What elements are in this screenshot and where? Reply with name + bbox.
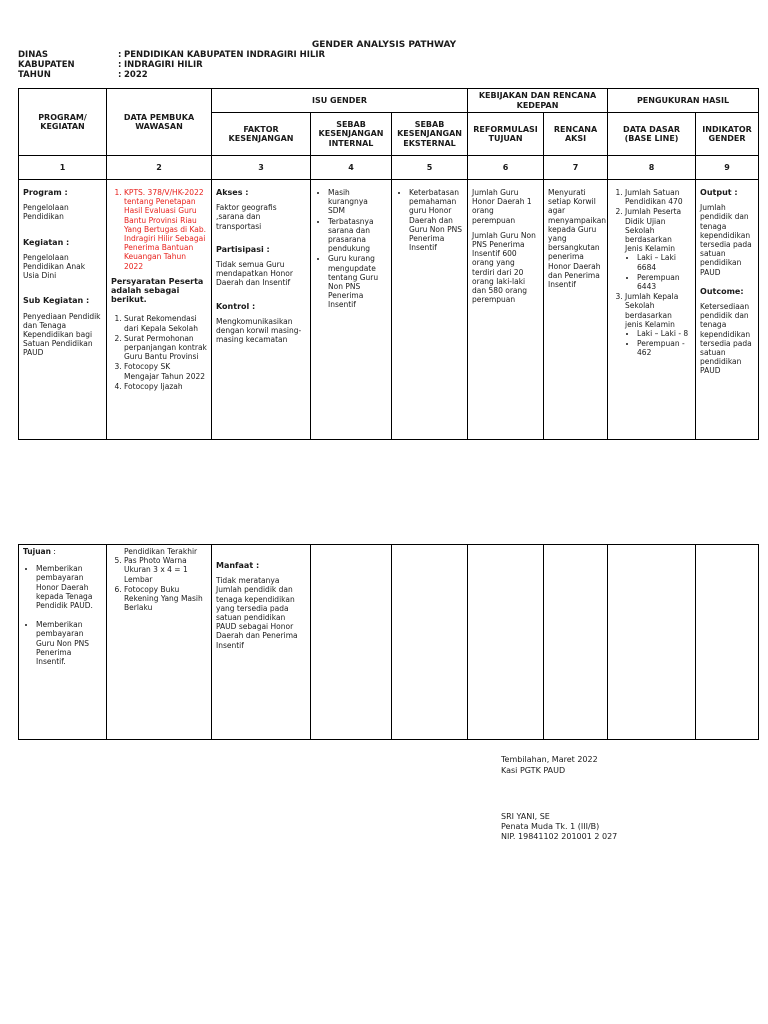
baseline-subitem: • Laki – Laki - 8 (637, 329, 691, 338)
document-title: GENDER ANALYSIS PATHWAY (311, 40, 457, 50)
tujuan-item: • Memberikan pembayaran Guru Non PNS Penerima Insentif. (36, 620, 102, 666)
tujuan-separator: : (50, 547, 56, 556)
header-indikator: INDIKATOR GENDER (696, 113, 759, 156)
column-number: 7 (544, 156, 608, 180)
program-value: Pengelolaan Pendidikan (23, 203, 69, 222)
internal-item: • Masih kurangnya SDM (328, 188, 387, 216)
meta-label: KABUPATEN (18, 60, 75, 70)
meta-separator: : (118, 70, 122, 80)
partisipasi-label: Partisipasi : (216, 244, 270, 254)
regulation-list (111, 188, 207, 271)
header-sebab-eksternal: SEBAB KESENJANGAN EKSTERNAL (392, 113, 468, 156)
meta-row-dinas (18, 50, 325, 60)
tujuan-item: • Memberikan pembayaran Honor Daerah kepada Tenaga Pendidik PAUD. (36, 564, 102, 610)
meta-row-tahun (18, 70, 325, 80)
requirement-item: 4. Fotocopy Ijazah (124, 382, 207, 391)
column-number: 4 (311, 156, 392, 180)
outcome-value: Ketersediaan pendidik dan tenaga kependidikan tersedia pada satuan pendidikan PAUD (700, 302, 752, 376)
akses-label: Akses : (216, 188, 249, 197)
meta-value: 2022 (124, 70, 148, 80)
akses-value: Faktor geografis ,sarana dan transportasi (216, 203, 277, 231)
baseline-item-text: Jumlah Satuan Pendidikan 470 (625, 188, 683, 207)
header-isu-gender: ISU GENDER (212, 89, 468, 113)
header-pengukuran: PENGUKURAN HASIL (608, 89, 759, 113)
tujuan-heading (23, 547, 102, 556)
meta-label: TAHUN (18, 70, 51, 80)
program-label: Program : (23, 188, 68, 197)
column-number: 5 (392, 156, 468, 180)
gap-table-page2 (18, 544, 759, 740)
signature-name: SRI YANI, SE (501, 812, 550, 821)
signature-rank: Penata Muda Tk. 1 (III/B) (501, 822, 600, 831)
manfaat-label: Manfaat : (216, 561, 260, 570)
cell-tujuan (19, 545, 107, 740)
cell-manfaat (212, 545, 311, 740)
external-list (396, 188, 463, 252)
reformulasi-p2: Jumlah Guru Non PNS Penerima Insentif 600 orang yang terdiri dari 20 orang laki-laki dan 580 orang perempuan (472, 230, 536, 305)
meta-separator: : (118, 50, 122, 60)
signature-position: Kasi PGTK PAUD (501, 766, 566, 775)
baseline-subitem: • Laki – Laki 6684 (637, 253, 691, 271)
meta-row-kabupaten (18, 60, 325, 70)
rencana-text: Menyurati setiap Korwil agar menyampaikan kepada Guru yang bersangkutan penerima Honor Daerah dan Penerima Insentif (548, 188, 607, 290)
baseline-item-text: Jumlah Kepala Sekolah berdasarkan jenis Kelamin (625, 292, 679, 329)
tujuan-list (23, 564, 102, 666)
gap-table-page1 (18, 88, 759, 440)
cell-data-dasar (608, 180, 696, 440)
header-data-dasar: DATA DASAR (BASE LINE) (608, 113, 696, 156)
empty-cell (544, 545, 608, 740)
signature-place-date: Tembilahan, Maret 2022 (501, 755, 598, 764)
meta-separator: : (118, 60, 122, 70)
output-value: Jumlah pendidik dan tenaga kependidikan tersedia pada satuan pendidikan PAUD (700, 203, 752, 277)
requirements-list (111, 314, 207, 391)
header-kebijakan: KEBIJAKAN DAN RENCANA KEDEPAN (468, 89, 608, 113)
cell-program (19, 180, 107, 440)
kontrol-label: Kontrol : (216, 301, 256, 311)
column-number: 3 (212, 156, 311, 180)
header-reformulasi: REFORMULASI TUJUAN (468, 113, 544, 156)
header-faktor: FAKTOR KESENJANGAN (212, 113, 311, 156)
header-program: PROGRAM/ KEGIATAN (19, 89, 107, 156)
column-number: 9 (696, 156, 759, 180)
baseline-subitem: • Perempuan 6443 (637, 273, 691, 291)
internal-list (315, 188, 387, 310)
cell-faktor (212, 180, 311, 440)
regulation-item: 1. KPTS. 378/V/HK-2022 tentang Penetapan Hasil Evaluasi Guru Bantu Provinsi Riau Yang Bertugas di Kab. Indragiri Hilir Sebagai Penerima Bantuan Keuangan Tahun 2022 (124, 188, 207, 271)
outcome-label: Outcome: (700, 286, 744, 296)
kontrol-value: Mengkomunikasikan dengan korwil masing-masing kecamatan (216, 316, 302, 345)
internal-item: • Guru kurang mengupdate tentang Guru Non PNS Penerima Insentif (328, 254, 387, 309)
meta-label: DINAS (18, 50, 49, 60)
output-label: Output : (700, 188, 738, 197)
subkegiatan-value: Penyediaan Pendidik dan Tenaga Kependidikan bagi Satuan Pendidikan PAUD (23, 311, 101, 358)
external-item: • Keterbatasan pemahaman guru Honor Daerah dan Guru Non PNS Penerima Insentif (409, 188, 463, 252)
requirement-item: 3. Fotocopy SK Mengajar Tahun 2022 (124, 362, 207, 380)
requirement-item: 2. Surat Permohonan perpanjangan kontrak Guru Bantu Provinsi (124, 334, 207, 362)
column-number: 8 (608, 156, 696, 180)
empty-cell (311, 545, 392, 740)
baseline-item (625, 292, 691, 357)
empty-cell (468, 545, 544, 740)
header-sebab-internal: SEBAB KESENJANGAN INTERNAL (311, 113, 392, 156)
column-number: 6 (468, 156, 544, 180)
baseline-item (625, 207, 691, 291)
cell-rencana (544, 180, 608, 440)
cell-sebab-eksternal (392, 180, 468, 440)
meta-value: PENDIDIKAN KABUPATEN INDRAGIRI HILIR (124, 50, 326, 60)
kegiatan-value: Pengelolaan Pendidikan Anak Usia Dini (23, 252, 86, 281)
tujuan-label: Tujuan (23, 547, 51, 556)
baseline-item-text: Jumlah Peserta Didik Ujian Sekolah berdasarkan Jenis Kelamin (625, 207, 682, 254)
requirements-list-cont (111, 556, 207, 612)
requirement-item: 6. Fotocopy Buku Rekening Yang Masih Berlaku (124, 585, 207, 613)
meta-block (18, 50, 325, 80)
internal-item: • Terbatasnya sarana dan prasarana pendukung (328, 217, 387, 254)
kegiatan-label: Kegiatan : (23, 237, 70, 247)
cell-sebab-internal (311, 180, 392, 440)
cell-data-pembuka-cont (107, 545, 212, 740)
baseline-item (625, 188, 691, 206)
requirement-item-continued: Pendidikan Terakhir (124, 547, 198, 556)
requirement-item: 5. Pas Photo Warna Ukuran 3 x 4 = 1 Lembar (124, 556, 207, 584)
manfaat-value: Tidak meratanya Jumlah pendidik dan tenaga kependidikan yang tersedia pada satuan pendidikan PAUD sebagai Honor Daerah dan Penerima Insentif (216, 576, 298, 650)
baseline-sublist (625, 329, 691, 358)
cell-data-pembuka (107, 180, 212, 440)
empty-cell (696, 545, 759, 740)
partisipasi-value: Tidak semua Guru mendapatkan Honor Daerah dan Insentif (216, 260, 293, 288)
baseline-subitem: • Perempuan - 462 (637, 339, 691, 357)
empty-cell (392, 545, 468, 740)
empty-cell (608, 545, 696, 740)
reformulasi-p1: Jumlah Guru Honor Daerah 1 orang perempuan (472, 188, 532, 225)
header-data-pembuka: DATA PEMBUKA WAWASAN (107, 89, 212, 156)
header-rencana: RENCANA AKSI (544, 113, 608, 156)
meta-value: INDRAGIRI HILIR (124, 60, 203, 70)
column-number: 1 (19, 156, 107, 180)
baseline-list (612, 188, 691, 358)
persyaratan-heading: Persyaratan Peserta adalah sebagai berikut. (111, 276, 204, 305)
column-number: 2 (107, 156, 212, 180)
baseline-sublist (625, 253, 691, 291)
cell-indikator (696, 180, 759, 440)
subkegiatan-label: Sub Kegiatan : (23, 296, 90, 306)
signature-nip: NIP. 19841102 201001 2 027 (501, 832, 618, 841)
requirement-item: 1. Surat Rekomendasi dari Kepala Sekolah (124, 314, 207, 332)
cell-reformulasi (468, 180, 544, 440)
